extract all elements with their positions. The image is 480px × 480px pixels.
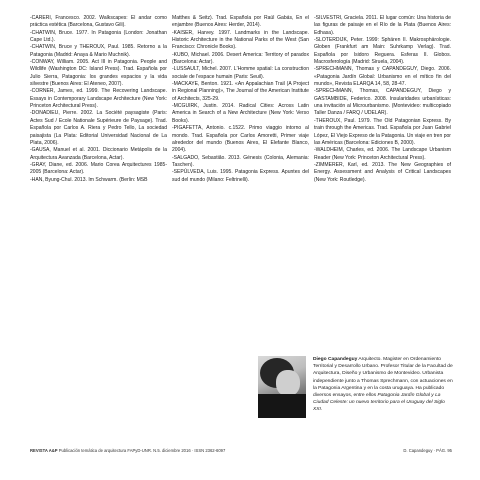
references-column-2 — [172, 15, 309, 184]
references-column-1 — [30, 15, 167, 184]
page-footer — [30, 448, 452, 453]
reference-entry: -THEROUX, Paul. 1979. The Old Patagonian Express. By train through the Americas. Trad. Española por Juan Gabriel López, El Viejo Expreso de la Patagonia. Un viaje en tren por las Américas (Barcelona: Ediciones B, 2000). — [314, 117, 451, 146]
page-number: D. Capandeguy · PÁG. 95 — [403, 448, 452, 453]
reference-entry: -CHATWIN, Bruce y THEROUX, Paul. 1985. Retorno a la Patagonia (Madrid: Anaya & Mario Muchnik). — [30, 44, 167, 58]
reference-entry: -ZIMMERER, Karl, ed. 2013. The New Geographies of Energy. Assessment and Analysis of Critical Landscapes (New York: Routledge). — [314, 161, 451, 183]
reference-entry: Matthes & Seitz). Trad. Española por Raúl Gabás, En el enjambre (Buenos Aires: Herder, 2014). — [172, 15, 309, 29]
reference-entry: -GRAY, Diane, ed. 2006. Mario Corea Arquitectures 1985-2005 (Barcelona: Actar). — [30, 161, 167, 176]
reference-entry: -CORNER, James, ed. 1999. The Recovering Landscape. Essays in Contemporary Landscape Architecture (New York: Princeton Architectural Press). — [30, 88, 167, 110]
author-bio-text: Arquitecto. Magister en Ordenamiento Territorial y Desarrollo Urbano. Profesor Titular de la Facultad de Arquitectura, Diseño y Urbanismo de Montevideo. Urbanista independiente junto a Thomas Sprechmann, con actuaciones en la Patagonia Argentina y en la costa uruguaya. Ha publicado diversos ensayos, entre ellos — [313, 357, 453, 399]
reference-entry: -CONWAY, William. 2005. Act III in Patagonia. People and Wildlife (Washington DC: Island Press). Trad. Española por Julio Sierra, Patagonia: los grandes espacios y la vida silvestre (Buenos Aires: El Ateneo, 2007). — [30, 59, 167, 88]
author-bio — [313, 356, 453, 414]
reference-entry: -CARERI, Francesco. 2002. Walkscapes: El andar como práctica estética (Barcelona, Gustavo Gili). — [30, 15, 167, 29]
reference-entry: -GAUSA, Manuel et al. 2001. Diccionario Metápolis de la Arquitectura Avanzada (Barcelona, Actar). — [30, 147, 167, 161]
reference-entry: -CHATWIN, Bruce. 1977. In Patagonia (London: Jonathan Cape Ltd.). — [30, 29, 167, 44]
reference-entry: -KUBO, Michael. 2006. Desert America: Territory of paradox (Barcelona: Actar). — [172, 51, 309, 66]
journal-name: REVISTA A&P — [30, 448, 58, 453]
reference-entry: -SLOTERDIJK, Peter. 1999: Sphären II. Makrosphärologie. Globen (Frankfurt am Main: Suhrkamp Verlag). Trad. Española por Isidoro Reguera. Esferas II. Globos. Macrosferología (Madrid: Siruela, 2004). — [314, 37, 451, 66]
author-name: Diego Capandeguy — [313, 357, 358, 362]
reference-entry: -HAN, Byung-Chul. 2013. Im Schwarm. (Berlin: MSB — [30, 176, 148, 183]
author-bio-italic: Patagonia Jardín Global y La Ciudad Celeste: un nuevo territorio para el Uruguay del Siglo XXI. — [313, 393, 445, 413]
reference-entry: -SPRECHMANN, Thomas, CAPANDEGUY, Diego y GASTAMBIDE, Federico. 2008. Insularidades urbanísticas: una invitación al Microurbanismo. (Montevideo: multicopiado Taller Danza / FARQ / UDELAR). — [314, 88, 451, 117]
reference-entry: -PIGAFETTA, Antonio. c.1522. Primo viaggio intorno al mondo. Trad. Española por Carlos Amoretti, Primer viaje alrededor del mundo (Buenos Aires, El Elefante Blanco, 2004). — [172, 125, 309, 154]
reference-entry: -MACKAYE, Benton. 1921. «An Appalachian Trail (A Project in Regional Planning)», The Journal of the American Institute of Architects, 325-29. — [172, 81, 309, 102]
reference-entry: -SILVESTRI, Graciela. 2011. El lugar común: Una historia de las figuras de paisaje en el Río de la Plata (Buenos Aires: Edhasa). — [314, 15, 451, 36]
reference-entry: -MCGUIRK, Justin. 2014. Radical Cities: Across Latin America in Search of a New Architecture (New York: Verso Books). — [172, 103, 309, 124]
references-section — [30, 15, 452, 184]
publication-info: Publicación temática de arquitectura FAPyD-UNR. N.5. diciembre 2016 · ISSN 2362-6097 — [57, 448, 226, 453]
reference-entry: -SEPÚLVEDA, Luis. 1995. Patagonia Express. Apuntes del sud del mundo (Milano: Feltrinelli). — [172, 169, 309, 183]
references-column-3 — [314, 15, 451, 184]
reference-entry: -LUSSAULT, Michel. 2007. L'Homme spatial: La construction sociale de l'espace humain (Paris: Seuil). — [172, 66, 309, 80]
reference-entry: -WALDHEIM, Charles, ed. 2006. The Landscape Urbanism Reader (New York: Princeton Architectural Press). — [314, 147, 451, 161]
reference-entry: -SALGADO, Sebastião. 2013. Génesis (Colonia, Alemania: Taschen). — [172, 154, 309, 168]
reference-entry: -DONADIEU, Pierre. 2002. La Société paysagiste (Paris: Actes Sud / Ecole Nationale Supérieure de Paysage). Trad. Española por Carlos A. Riera y Pedro Tello, La sociedad paisajista (La Plata: Editorial Universidad Nacional de La Plata, 2006). — [30, 110, 167, 146]
author-photo — [258, 356, 306, 418]
reference-entry: -KAISER, Harvey. 1997. Landmarks in the Landscape. Historic Architecture in the National Parks of the West (San Francisco: Chronicle Books). — [172, 29, 309, 51]
reference-entry: -SPRECHMANN, Thomas y CAPANDEGUY, Diego. 2006. «Patagonia Jardín Global: Urbanismo en el mítico fin del mundo», Revista ELARQA 14, 58, 28-47. — [314, 66, 451, 88]
